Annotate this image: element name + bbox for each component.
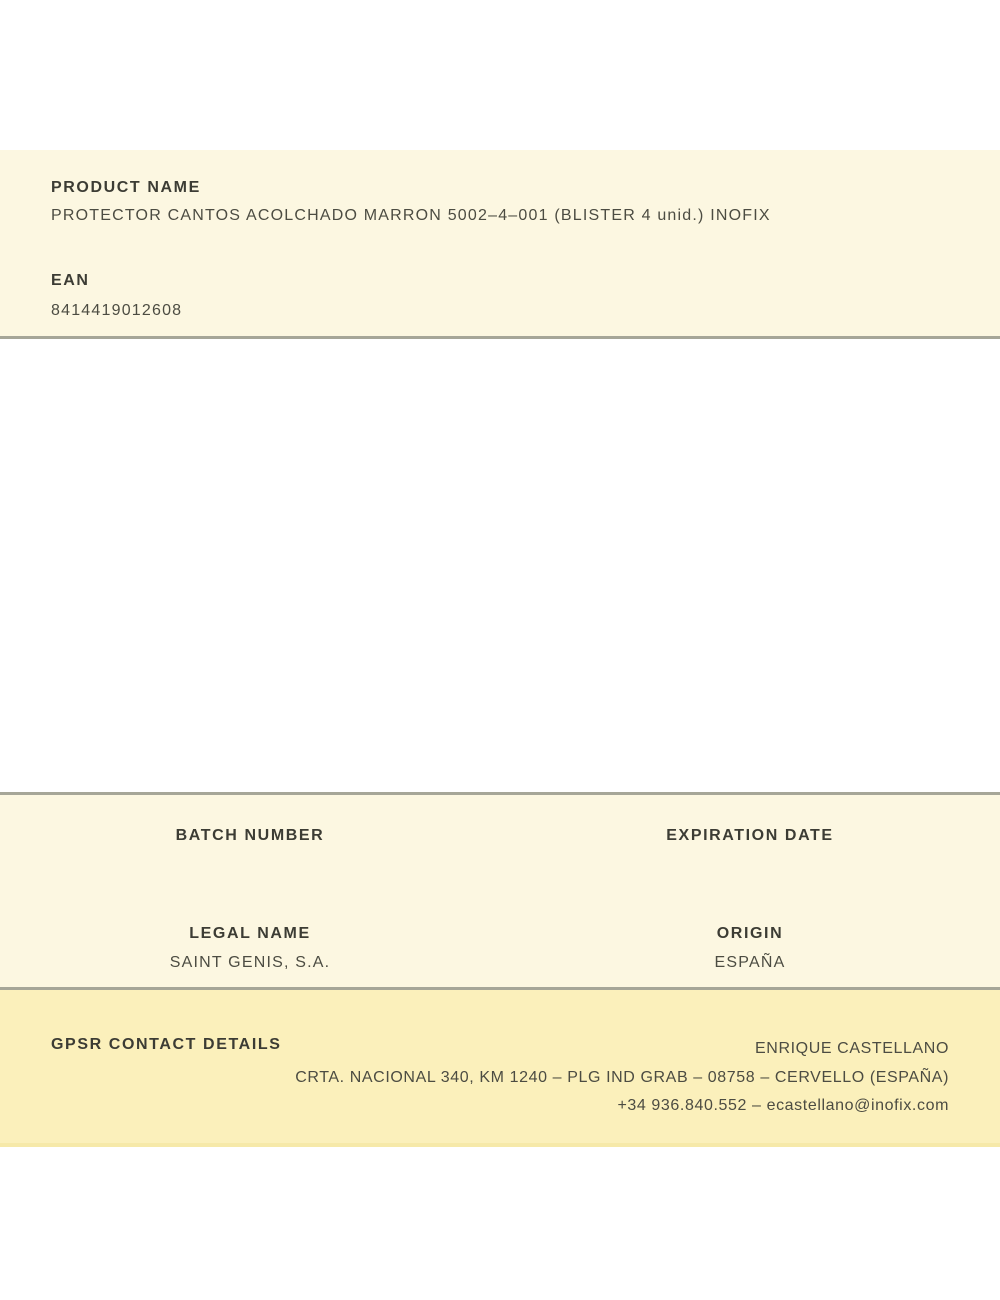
gpsr-contact-label: GPSR CONTACT DETAILS bbox=[51, 1036, 282, 1053]
product-name-label: PRODUCT NAME bbox=[51, 179, 201, 196]
batch-expiration-row bbox=[0, 795, 1000, 854]
contact-phone-email: +34 936.840.552 – ecastellano@inofix.com bbox=[617, 1097, 949, 1114]
ean-label: EAN bbox=[51, 272, 90, 289]
legal-name-label: LEGAL NAME bbox=[189, 925, 311, 942]
legal-name-cell bbox=[0, 924, 500, 974]
product-info-section bbox=[0, 150, 1000, 339]
ean-value: 8414419012608 bbox=[51, 302, 183, 319]
expiration-date-label: EXPIRATION DATE bbox=[666, 827, 834, 844]
product-name-value: PROTECTOR CANTOS ACOLCHADO MARRON 5002–4–001 (BLISTER 4 unid.) INOFIX bbox=[51, 207, 771, 224]
gpsr-contact-row bbox=[51, 1035, 949, 1121]
legal-origin-row bbox=[0, 924, 1000, 974]
origin-cell bbox=[500, 924, 1000, 974]
batch-number-cell bbox=[0, 826, 500, 854]
origin-label: ORIGIN bbox=[716, 925, 784, 942]
contact-person: ENRIQUE CASTELLANO bbox=[755, 1040, 949, 1057]
expiration-date-cell bbox=[500, 826, 1000, 854]
gpsr-contact-block bbox=[282, 1035, 949, 1121]
batch-number-label: BATCH NUMBER bbox=[175, 827, 325, 844]
contact-address: CRTA. NACIONAL 340, KM 1240 – PLG IND GRAB – 08758 – CERVELLO (ESPAÑA) bbox=[295, 1068, 949, 1086]
legal-name-value: SAINT GENIS, S.A. bbox=[169, 954, 331, 971]
origin-value: ESPAÑA bbox=[714, 954, 786, 971]
gpsr-contact-section bbox=[0, 990, 1000, 1147]
batch-origin-section bbox=[0, 792, 1000, 990]
